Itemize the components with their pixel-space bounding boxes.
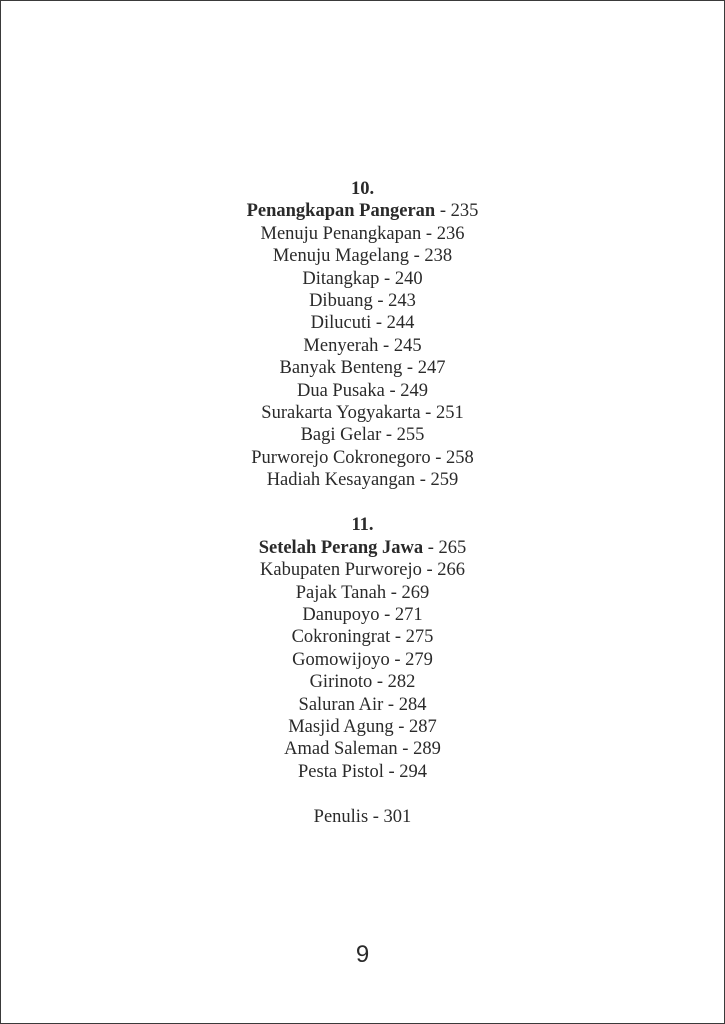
chapter-title: Penangkapan Pangeran <box>246 201 436 222</box>
toc-entry: Dibuang - 243 <box>309 290 416 311</box>
toc-entry: Masjid Agung - 287 <box>288 716 437 737</box>
toc-entry: Banyak Benteng - 247 <box>279 358 446 379</box>
chapter-heading <box>0 537 725 559</box>
toc-entry: Pajak Tanah - 269 <box>295 582 430 603</box>
toc-entry: Menyerah - 245 <box>303 335 422 356</box>
toc-entry: Ditangkap - 240 <box>302 268 423 289</box>
toc-entry: Menuju Penangkapan - 236 <box>260 223 465 244</box>
toc-entry: Girinoto - 282 <box>309 672 416 693</box>
toc-entry: Dilucuti - 244 <box>310 313 415 334</box>
toc-entry: Gomowijoyo - 279 <box>292 649 433 670</box>
chapter-number: 10. <box>350 179 375 199</box>
toc-entry: Hadiah Kesayangan - 259 <box>266 470 459 491</box>
toc-entry: Kabupaten Purworejo - 266 <box>260 560 465 581</box>
table-of-contents <box>0 178 725 829</box>
section-spacer <box>0 491 725 514</box>
toc-entry: Bagi Gelar - 255 <box>300 425 425 446</box>
toc-entry: Saluran Air - 284 <box>298 694 427 715</box>
toc-entry: Amad Saleman - 289 <box>284 739 441 760</box>
page-number: 9 <box>355 941 370 968</box>
toc-entry: Menuju Magelang - 238 <box>272 246 453 267</box>
toc-entry: Pesta Pistol - 294 <box>298 761 427 782</box>
chapter-11 <box>0 514 725 783</box>
chapter-number: 11. <box>351 515 374 536</box>
chapter-title-page: - 235 <box>435 201 479 222</box>
chapter-heading <box>0 200 725 222</box>
chapter-title: Setelah Perang Jawa <box>258 537 424 558</box>
closing-entry: Penulis - 301 <box>313 807 412 828</box>
section-spacer <box>0 783 725 806</box>
toc-entry: Cokroningrat - 275 <box>291 627 434 648</box>
chapter-title-page: - 265 <box>423 537 467 558</box>
toc-entry: Dua Pusaka - 249 <box>296 380 429 401</box>
toc-entry: Danupoyo - 271 <box>302 605 423 626</box>
toc-entry: Surakarta Yogyakarta - 251 <box>261 402 464 423</box>
chapter-10 <box>0 178 725 491</box>
toc-entry: Purworejo Cokronegoro - 258 <box>251 447 474 468</box>
